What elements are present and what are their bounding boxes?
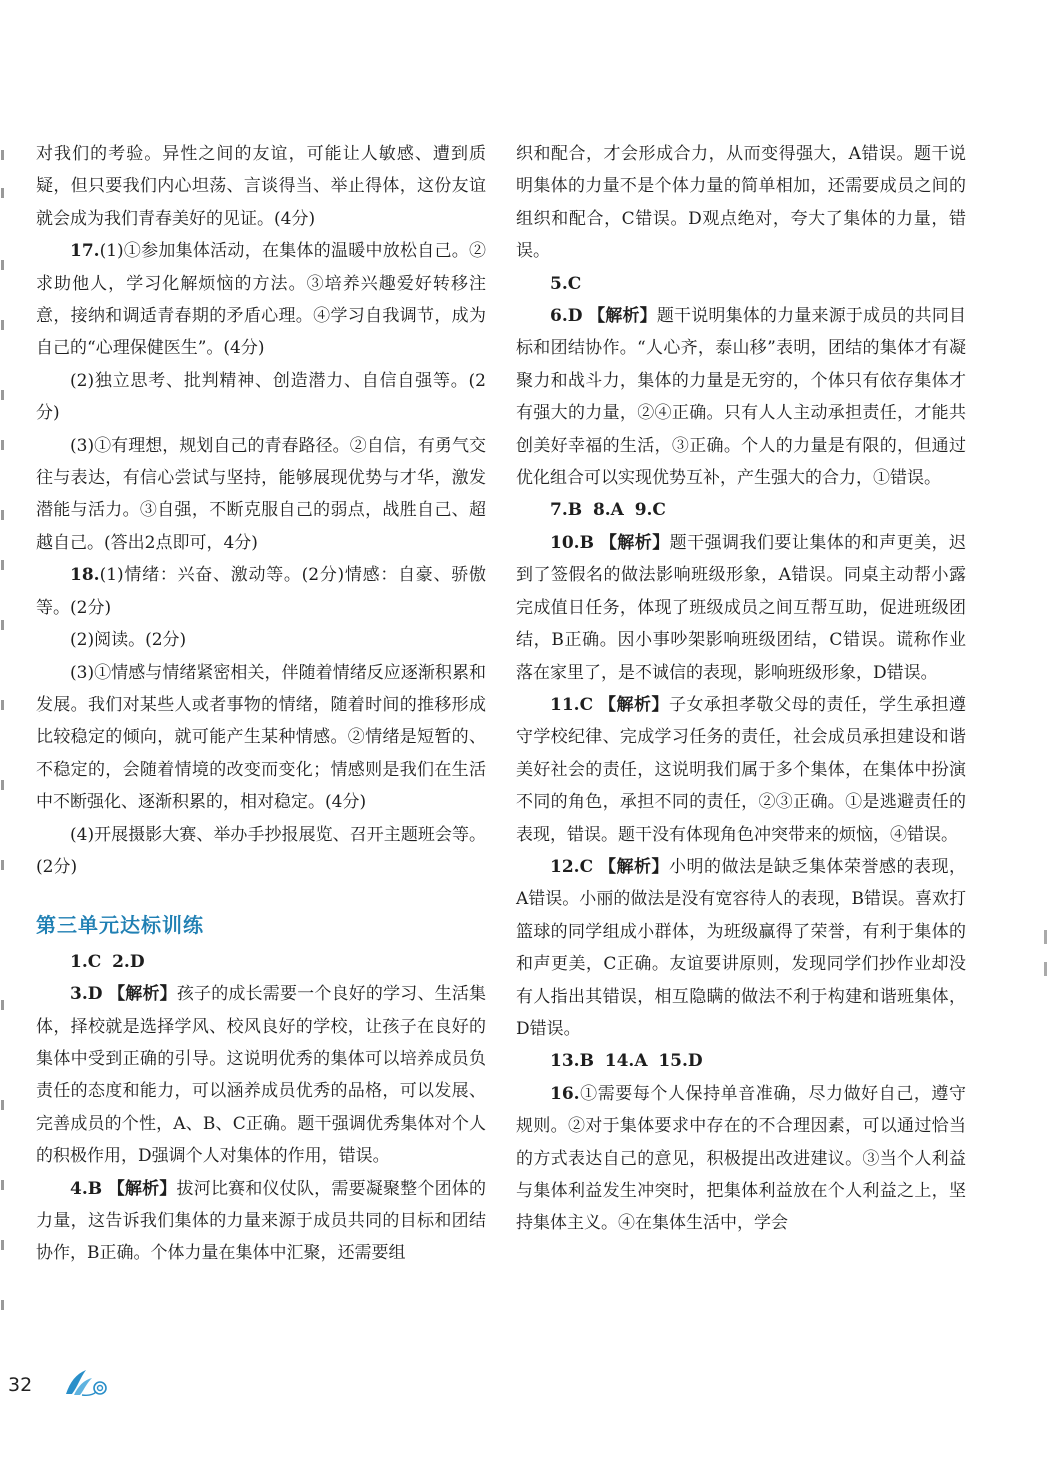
answer-6	[516, 300, 966, 494]
answer-key: 3.D	[70, 984, 103, 1005]
answer-key: 11.C	[550, 694, 594, 715]
answer-18-2: (2)阅读。(2分)	[70, 630, 187, 651]
answer-key: 1.C	[70, 951, 102, 972]
analysis-tag: 【解析】	[599, 532, 670, 553]
answer-key: 10.B	[550, 532, 594, 553]
analysis-tag: 【解析】	[107, 1178, 177, 1199]
answer-text: 小明的做法是缺乏集体荣誉感的表现，A错误。小丽的做法是没有宽容待人的表现，B错误。喜欢打篮球的同学组成小群体，为班级赢得了荣誉，有利于集体的和声更美，C正确。友谊要讲原则，发现同学们抄作业却没有人指出其错误，相互隐瞒的做法不利于构建和谐班集体，D错误。	[516, 856, 967, 1039]
answer-12	[516, 851, 966, 1045]
analysis-tag: 【解析】	[599, 694, 670, 715]
right-column	[516, 138, 966, 1240]
answer-key: 5.C	[550, 273, 582, 294]
answer-key: 4.B	[70, 1178, 103, 1199]
analysis-tag: 【解析】	[588, 306, 657, 327]
question-number: 16.	[550, 1083, 580, 1104]
answer-4	[36, 1173, 486, 1270]
answer-3	[36, 978, 486, 1172]
answer-key: 13.B	[550, 1051, 594, 1072]
answer-10	[516, 527, 966, 689]
answer-key: 2.D	[112, 951, 145, 972]
answer-17-3: (3)①有理想，规划自己的青春路径。②自信，有勇气交往与表达，有信心尝试与坚持，能够展现优势与才华，激发潜能与活力。③自强，不断克服自己的弱点，战胜自己、超越自己。(答出2点即可，4分)	[36, 435, 486, 553]
answers-1-2	[36, 946, 486, 978]
question-number: 17.	[70, 241, 100, 262]
answer-17	[36, 235, 486, 365]
answer-18	[36, 559, 486, 624]
answer-key: 8.A	[592, 500, 624, 521]
answers-13-15	[516, 1045, 966, 1077]
answer-5	[516, 268, 966, 300]
answer-key: 12.C	[550, 856, 594, 877]
answer-key: 15.D	[658, 1051, 703, 1072]
answer-text: ①需要每个人保持单音准确，尽力做好自己，遵守规则。②对于集体要求中存在的不合理因素，可以通过恰当的方式表达自己的意见，积极提出改进建议。③当个人利益与集体利益发生冲突时，把集体利益放在个人利益之上，坚持集体主义。④在集体生活中，学会	[516, 1083, 966, 1234]
answer-text: 孩子的成长需要一个良好的学习、生活集体，择校就是选择学风、校风良好的学校，让孩子在良好的集体中受到正确的引导。这说明优秀的集体可以培养成员负责任的态度和能力，可以涵养成员优秀的品格，可以发展、完善成员的个性，A、B、C正确。题干强调优秀集体对个人的积极作用，D强调个人对集体的作用，错误。	[36, 984, 487, 1167]
answers-7-9	[516, 494, 966, 526]
analysis-tag: 【解析】	[108, 984, 177, 1005]
binding-margin-marks	[0, 140, 8, 1340]
left-column	[36, 138, 486, 1270]
answer-key: 6.D	[550, 306, 583, 327]
answer-18-4: (4)开展摄影大赛、举办手抄报展览、召开主题班会等。(2分)	[36, 824, 486, 877]
answer-16	[516, 1078, 966, 1240]
answer-18-3: (3)①情感与情绪紧密相关，伴随着情绪反应逐渐积累和发展。我们对某些人或者事物的情绪，随着时间的推移形成比较稳定的倾向，就可能产生某种情感。②情绪是短暂的、不稳定的，会随着情境的改变而变化；情感则是我们在生活中不断强化、逐渐积累的，相对稳定。(4分)	[36, 662, 486, 813]
answer-text: 题干强调我们要让集体的和声更美，迟到了签假名的做法影响班级形象，A错误。同桌主动帮小露完成值日任务，体现了班级成员之间互帮互助，促进班级团结，B正确。因小事吵架影响班级团结，C错误。谎称作业落在家里了，是不诚信的表现，影响班级形象，D错误。	[516, 532, 967, 683]
unit-title: 第三单元达标训练	[36, 913, 204, 938]
answer-key: 9.C	[634, 500, 666, 521]
page-number: 32	[8, 1374, 33, 1396]
answer-text: (1)情绪：兴奋、激动等。(2分)情感：自豪、骄傲等。(2分)	[36, 565, 486, 618]
question-number: 18.	[70, 565, 100, 586]
answer-key: 14.A	[604, 1051, 648, 1072]
paragraph: 对我们的考验。异性之间的友谊，可能让人敏感、遭到质疑，但只要我们内心坦荡、言谈得当、举止得体，这份友谊就会成为我们青春美好的见证。(4分)	[36, 144, 486, 229]
leaf-swirl-logo-icon	[62, 1368, 114, 1398]
right-edge-mark	[1044, 930, 1047, 944]
answer-key: 7.B	[550, 500, 583, 521]
answer-text: 拔河比赛和仪仗队，需要凝聚整个团体的力量，这告诉我们集体的力量来源于成员共同的目标和团结协作，B正确。个体力量在集体中汇聚，还需要组	[36, 1178, 486, 1264]
paragraph: 织和配合，才会形成合力，从而变得强大，A错误。题干说明集体的力量不是个体力量的简单相加，还需要成员之间的组织和配合，C错误。D观点绝对，夸大了集体的力量，错误。	[516, 144, 966, 262]
answer-text: 子女承担孝敬父母的责任，学生承担遵守学校纪律、完成学习任务的责任，社会成员承担建设和谐美好社会的责任，这说明我们属于多个集体，在集体中扮演不同的角色，承担不同的责任，②③正确。①是逃避责任的表现，错误。题干没有体现角色冲突带来的烦恼，④错误。	[516, 694, 967, 845]
analysis-tag: 【解析】	[599, 856, 670, 877]
answer-11	[516, 689, 966, 851]
answer-text: (1)①参加集体活动，在集体的温暖中放松自己。②求助他人，学习化解烦恼的方法。③培养兴趣爱好转移注意，接纳和调适青春期的矛盾心理。④学习自我调节，成为自己的“心理保健医生”。(4分)	[36, 241, 486, 359]
right-edge-mark	[1044, 962, 1047, 976]
answer-text: 题干说明集体的力量来源于成员的共同目标和团结协作。“人心齐，泰山移”表明，团结的集体才有凝聚力和战斗力，集体的力量是无穷的，个体只有依存集体才有强大的力量，②④正确。只有人人主动承担责任，才能共创美好幸福的生活，③正确。个人的力量是有限的，但通过优化组合可以实现优势互补，产生强大的合力，①错误。	[516, 306, 967, 489]
answer-17-2: (2)独立思考、批判精神、创造潜力、自信自强等。(2分)	[36, 370, 486, 424]
